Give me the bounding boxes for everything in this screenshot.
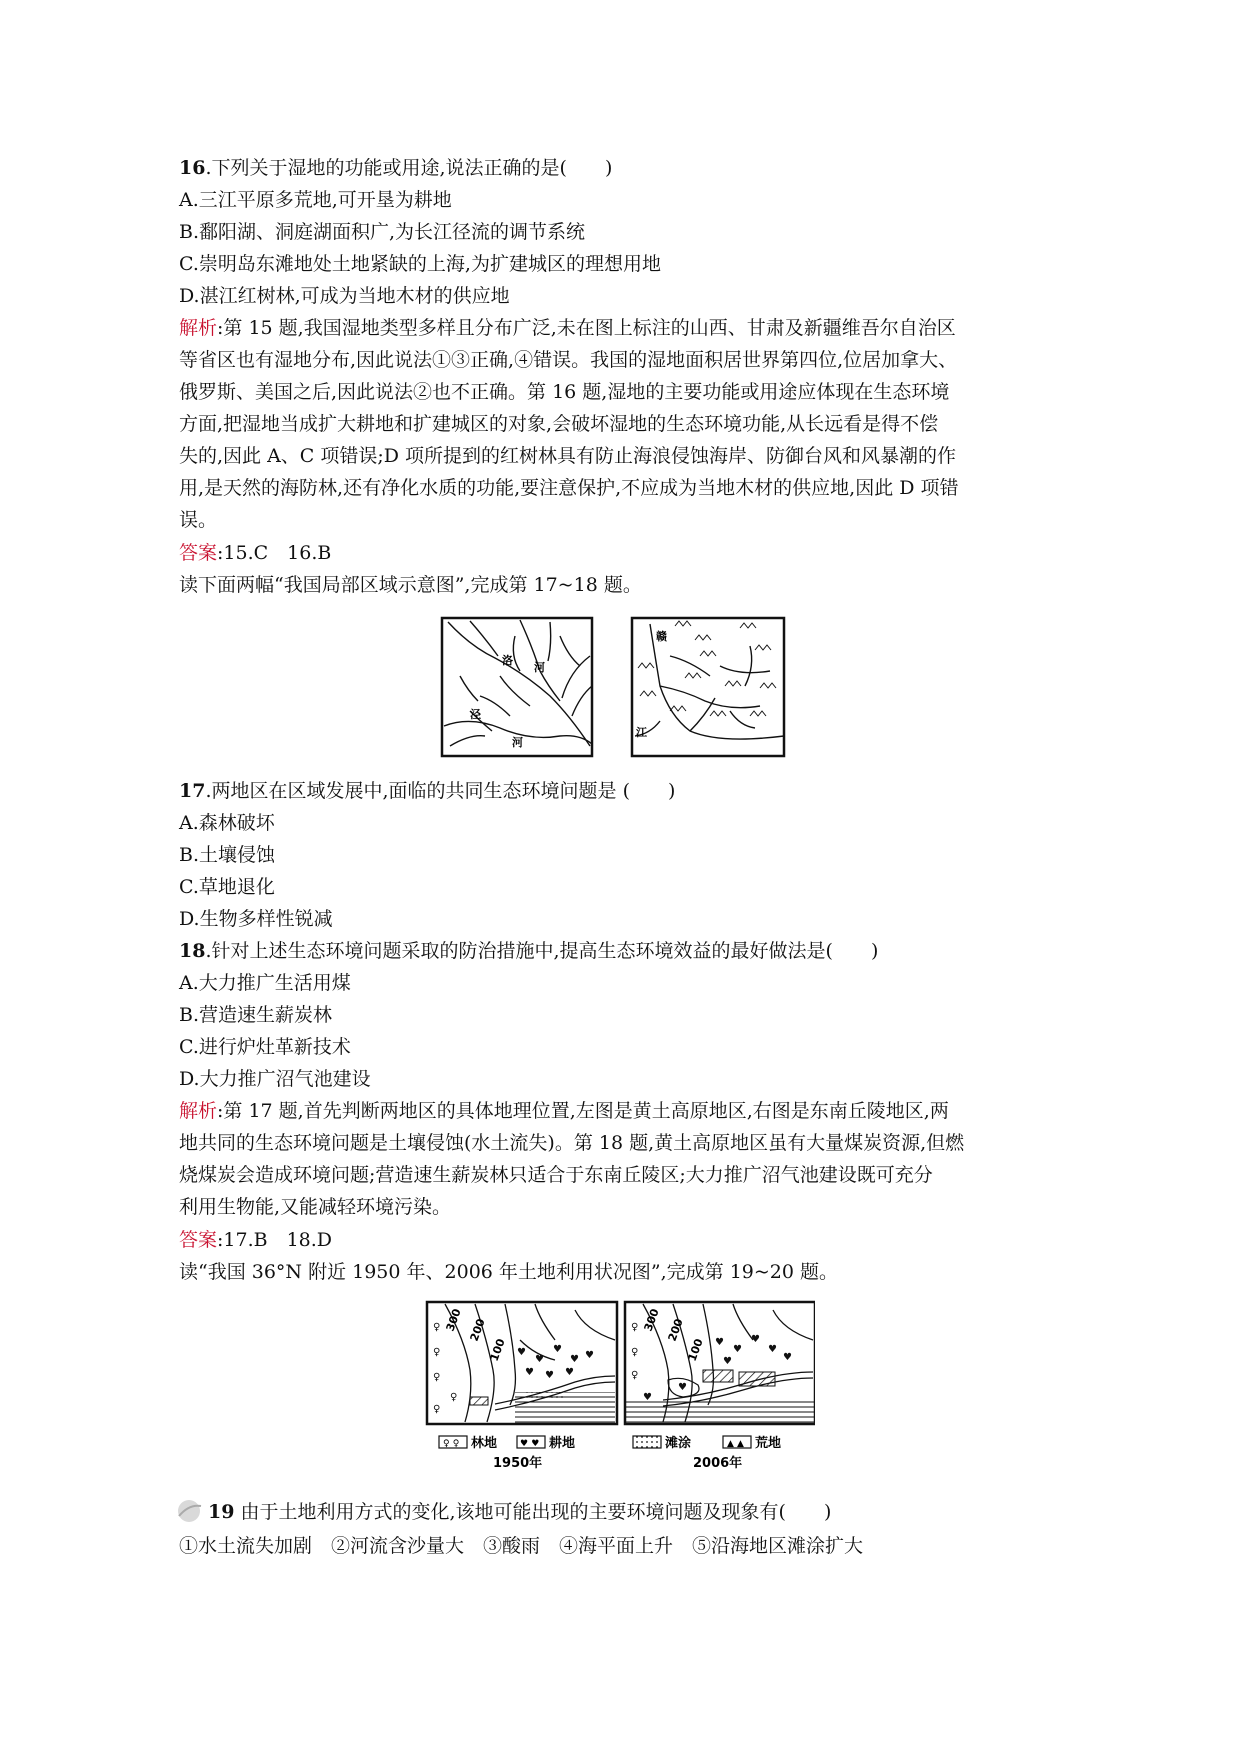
svg-text:♀ ♀: ♀ ♀ [443, 1439, 460, 1449]
svg-text:♥: ♥ [517, 1347, 526, 1358]
svg-text:♀: ♀ [433, 1372, 441, 1383]
svg-text:♥: ♥ [723, 1356, 732, 1367]
svg-text:♥: ♥ [643, 1392, 652, 1403]
year-2006-label: 2006年 [693, 1456, 743, 1471]
label-gan: 赣 [656, 630, 667, 643]
svg-text:♥: ♥ [525, 1367, 534, 1378]
analysis1-line-2: 等省区也有湿地分布,因此说法①③正确,④错误。我国的湿地面积居世界第四位,位居加拿大、 [179, 349, 958, 371]
southeast-hills-map [632, 618, 784, 756]
svg-text:荒地: 荒地 [755, 1436, 782, 1451]
contour-300-label: 300 [443, 1306, 464, 1334]
legend [439, 1435, 781, 1471]
contour-100-label: 100 [685, 1336, 706, 1364]
answer-label: 答案 [179, 542, 218, 564]
map-2006 [625, 1302, 815, 1424]
svg-text:♀: ♀ [450, 1392, 458, 1403]
svg-text:耕地: 耕地 [549, 1436, 576, 1451]
svg-text:♥ ♥: ♥ ♥ [520, 1439, 540, 1449]
svg-text:♥: ♥ [570, 1354, 579, 1365]
analysis2-line-3: 烧煤炭会造成环境问题;营造速生薪炭林只适合于东南丘陵区;大力推广沼气池建设既可充分 [179, 1164, 933, 1186]
svg-text:林地: 林地 [471, 1436, 498, 1451]
svg-text:♀: ♀ [433, 1347, 441, 1358]
analysis1-line-7: 误。 [179, 509, 218, 531]
q17-option-a: A.森林破坏 [179, 812, 275, 834]
q17-option-b: B.土壤侵蚀 [179, 844, 276, 866]
label-luo: 洛 [502, 654, 513, 667]
contour-100-label: 100 [487, 1336, 508, 1364]
map-1950 [427, 1302, 617, 1424]
legend-farmland [517, 1435, 575, 1451]
answer2: 答案:17.B 18.D [179, 1229, 333, 1251]
svg-text:滩涂: 滩涂 [665, 1436, 692, 1451]
svg-text:♥: ♥ [768, 1344, 777, 1355]
analysis2-line-4: 利用生物能,又能减轻环境污染。 [179, 1196, 452, 1218]
svg-text:♀: ♀ [433, 1322, 441, 1333]
page-curl-mark-icon [175, 1498, 205, 1524]
svg-text:♥: ♥ [733, 1344, 742, 1355]
q16-stem: 16.下列关于湿地的功能或用途,说法正确的是( ) [179, 157, 613, 179]
svg-text:♀: ♀ [631, 1347, 639, 1358]
legend-forest [439, 1435, 497, 1451]
land-use-map-figure [425, 1300, 815, 1472]
label-jiang: 江 [636, 726, 647, 739]
analysis1-line-6: 用,是天然的海防林,还有净化水质的功能,要注意保护,不应成为当地木材的供应地,因此 D 项错 [179, 477, 959, 499]
analysis1-line-5: 失的,因此 A、C 项错误;D 项所提到的红树林具有防止海浪侵蚀海岸、防御台风和风暴潮的作 [179, 445, 957, 467]
answer1: 答案:15.C 16.B [179, 542, 332, 564]
svg-text:♥: ♥ [715, 1337, 724, 1348]
analysis-label: 解析 [179, 317, 218, 339]
legend-wasteland [723, 1435, 781, 1451]
q18-option-d: D.大力推广沼气池建设 [179, 1068, 371, 1090]
svg-text:♥: ♥ [751, 1334, 760, 1345]
answer-label: 答案 [179, 1229, 218, 1251]
q16-option-a: A.三江平原多荒地,可开垦为耕地 [179, 189, 452, 211]
q17-option-d: D.生物多样性锐减 [179, 908, 333, 930]
q18-option-c: C.进行炉灶革新技术 [179, 1036, 351, 1058]
q18-option-a: A.大力推广生活用煤 [179, 972, 351, 994]
svg-text:♥: ♥ [678, 1382, 687, 1393]
analysis1-line-3: 俄罗斯、美国之后,因此说法②也不正确。第 16 题,湿地的主要功能或用途应体现在生态环境 [179, 381, 950, 403]
q19-options: ①水土流失加剧 ②河流含沙量大 ③酸雨 ④海平面上升 ⑤沿海地区滩涂扩大 [179, 1535, 864, 1557]
label-jing: 泾 [470, 708, 481, 721]
q17-stem: 17.两地区在区域发展中,面临的共同生态环境问题是 ( ) [179, 780, 676, 802]
analysis2-line-2: 地共同的生态环境问题是土壤侵蚀(水土流失)。第 18 题,黄土高原地区虽有大量煤炭资源,但燃 [179, 1132, 965, 1154]
svg-text:♥: ♥ [553, 1344, 562, 1355]
q16-option-b: B.鄱阳湖、洞庭湖面积广,为长江径流的调节系统 [179, 221, 586, 243]
label-he-2: 河 [512, 736, 523, 749]
regional-map-figure [440, 616, 800, 758]
legend-tidal-flat [633, 1435, 691, 1451]
intro-17-18: 读下面两幅“我国局部区域示意图”,完成第 17~18 题。 [179, 574, 642, 596]
intro-19-20: 读“我国 36°N 附近 1950 年、2006 年土地利用状况图”,完成第 19~20 题。 [179, 1261, 839, 1283]
contour-200-label: 200 [467, 1316, 488, 1344]
q16-option-c: C.崇明岛东滩地处土地紧缺的上海,为扩建城区的理想用地 [179, 253, 661, 275]
svg-text:♥: ♥ [783, 1352, 792, 1363]
q16-option-d: D.湛江红树林,可成为当地木材的供应地 [179, 285, 510, 307]
analysis2-line-1: 解析:第 17 题,首先判断两地区的具体地理位置,左图是黄土高原地区,右图是东南丘陵地区,两 [179, 1100, 949, 1122]
contour-200-label: 200 [665, 1316, 686, 1344]
analysis-label: 解析 [179, 1100, 218, 1122]
svg-text:♥: ♥ [535, 1354, 544, 1365]
label-he-1: 河 [534, 661, 545, 674]
svg-text:♀: ♀ [433, 1404, 441, 1415]
year-1950-label: 1950年 [493, 1456, 543, 1471]
q18-option-b: B.营造速生薪炭林 [179, 1004, 333, 1026]
svg-text:♥: ♥ [565, 1367, 574, 1378]
loess-plateau-map [442, 618, 592, 756]
q17-option-c: C.草地退化 [179, 876, 275, 898]
svg-text:♥: ♥ [545, 1370, 554, 1381]
q18-stem: 18.针对上述生态环境问题采取的防治措施中,提高生态环境效益的最好做法是( ) [179, 940, 879, 962]
svg-text:♀: ♀ [631, 1370, 639, 1381]
q19-stem: 19 由于土地利用方式的变化,该地可能出现的主要环境问题及现象有( ) [208, 1501, 832, 1523]
analysis1-line-1: 解析:第 15 题,我国湿地类型多样且分布广泛,未在图上标注的山西、甘肃及新疆维吾尔自治区 [179, 317, 956, 339]
svg-text:♥: ♥ [585, 1350, 594, 1361]
analysis1-line-4: 方面,把湿地当成扩大耕地和扩建城区的对象,会破坏湿地的生态环境功能,从长远看是得不偿 [179, 413, 939, 435]
contour-300-label: 300 [641, 1306, 662, 1334]
svg-text:♀: ♀ [631, 1322, 639, 1333]
svg-text:▲ ▲: ▲ ▲ [727, 1439, 744, 1449]
